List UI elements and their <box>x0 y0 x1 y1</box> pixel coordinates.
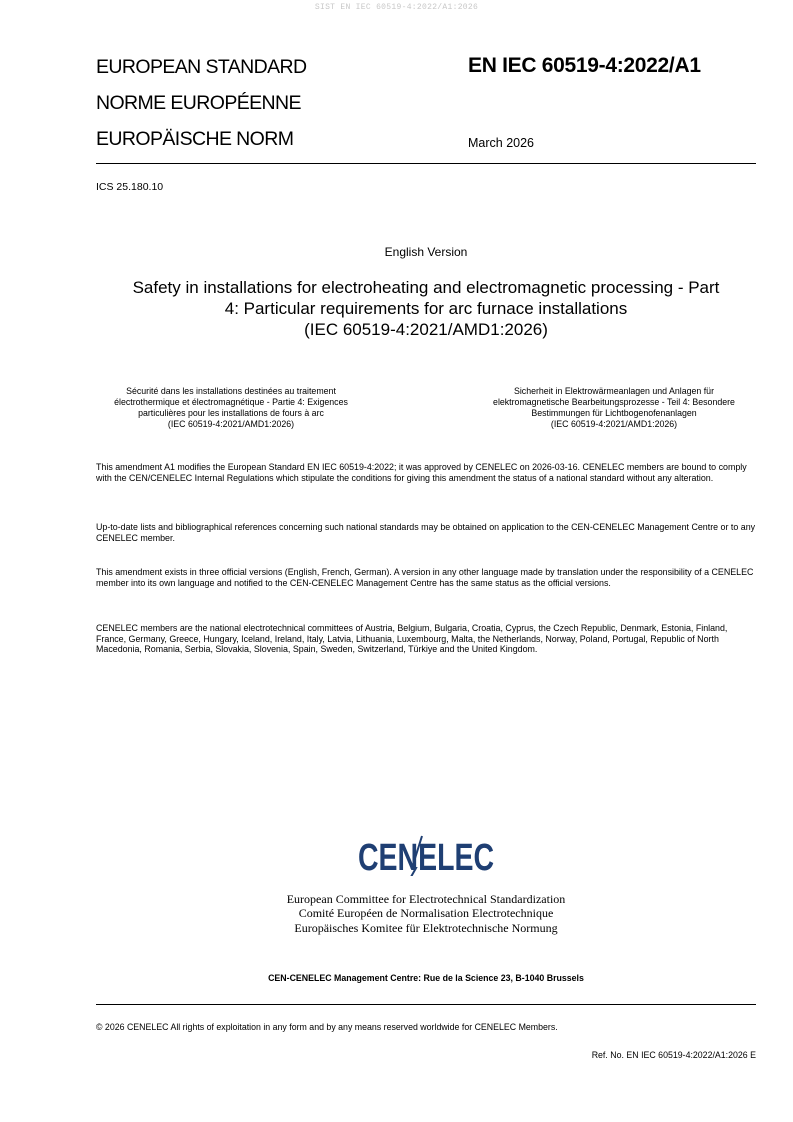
subtitle-french-reference: (IEC 60519-4:2021/AMD1:2026) <box>167 419 295 429</box>
subtitle-french <box>96 386 366 430</box>
standard-name-de: EUROPÄISCHE NORM <box>96 128 294 150</box>
language-version: English Version <box>384 245 468 259</box>
title-reference: (IEC 60519-4:2021/AMD1:2026) <box>304 320 548 339</box>
cenelec-logo-text: CENELEC <box>358 837 494 876</box>
watermark: SIST EN IEC 60519-4:2022/A1:2026 <box>314 3 479 12</box>
cenelec-logo <box>96 828 756 876</box>
title-main: Safety in installations for electroheating and electromagnetic processing - Part 4: Particular requirements for arc furnace installations <box>132 278 720 318</box>
paragraph-approval: This amendment A1 modifies the European Standard EN IEC 60519-4:2022; it was approved by CENELEC on 2026-03-16. CENELEC members are bound to comply with the CEN/CENELEC Internal Regulations which stipulate the conditions for giving this amendment the status of a national standard without any alteration. <box>96 462 747 483</box>
reference-number: Ref. No. EN IEC 60519-4:2022/A1:2026 E <box>591 1050 756 1060</box>
paragraph-versions: This amendment exists in three official versions (English, French, German). A version in any other language made by translation under the responsibility of a CENELEC member into its own language and notified to the CEN-CENELEC Management Centre has the same status as the official versions. <box>96 567 754 588</box>
standard-number: EN IEC 60519-4:2022/A1 <box>468 54 701 77</box>
standard-name-fr: NORME EUROPÉENNE <box>96 92 301 114</box>
subtitle-german <box>476 386 752 430</box>
subtitle-french-text: Sécurité dans les installations destinées au traitement électrothermique et électromagnétique - Partie 4: Exigences particulières pour les installations de fours à arc <box>114 386 348 418</box>
standard-name-en: EUROPEAN STANDARD <box>96 56 307 78</box>
organization-name-fr: Comité Européen de Normalisation Electrotechnique <box>298 906 554 921</box>
header-rule <box>96 163 756 164</box>
organization-names <box>96 892 756 935</box>
subtitle-german-reference: (IEC 60519-4:2021/AMD1:2026) <box>550 419 678 429</box>
organization-name-de: Europäisches Komitee für Elektrotechnische Normung <box>294 920 558 935</box>
footer-rule <box>96 1004 756 1005</box>
publication-date: March 2026 <box>468 136 535 150</box>
paragraph-members: CENELEC members are the national electrotechnical committees of Austria, Belgium, Bulgaria, Croatia, Cyprus, the Czech Republic, Denmark, Estonia, Finland, France, Germany, Greece, Hungary, Iceland, Ireland, Italy, Latvia, Lithuania, Luxembourg, Malta, the Netherlands, Norway, Poland, Portugal, Republic of North Macedonia, Romania, Serbia, Slovakia, Slovenia, Spain, Sweden, Switzerland, Türkiye and the United Kingdom. <box>96 623 728 654</box>
management-centre-address: CEN-CENELEC Management Centre: Rue de la Science 23, B-1040 Brussels <box>268 973 584 983</box>
copyright-notice: © 2026 CENELEC All rights of exploitation in any form and by any means reserved worldwide for CENELEC Members. <box>96 1022 558 1032</box>
subtitle-german-text: Sicherheit in Elektrowärmeanlagen und Anlagen für elektromagnetische Bearbeitungsprozesse - Teil 4: Besondere Bestimmungen für Lichtbogenofenanlagen <box>493 386 735 418</box>
organization-name-en: European Committee for Electrotechnical Standardization <box>286 892 566 906</box>
cenelec-logo-graphic <box>96 828 756 876</box>
document-title <box>130 277 722 340</box>
ics-code: ICS 25.180.10 <box>96 181 164 193</box>
paragraph-references: Up-to-date lists and bibliographical references concerning such national standards may be obtained on application to the CEN-CENELEC Management Centre or to any CENELEC member. <box>96 522 756 543</box>
